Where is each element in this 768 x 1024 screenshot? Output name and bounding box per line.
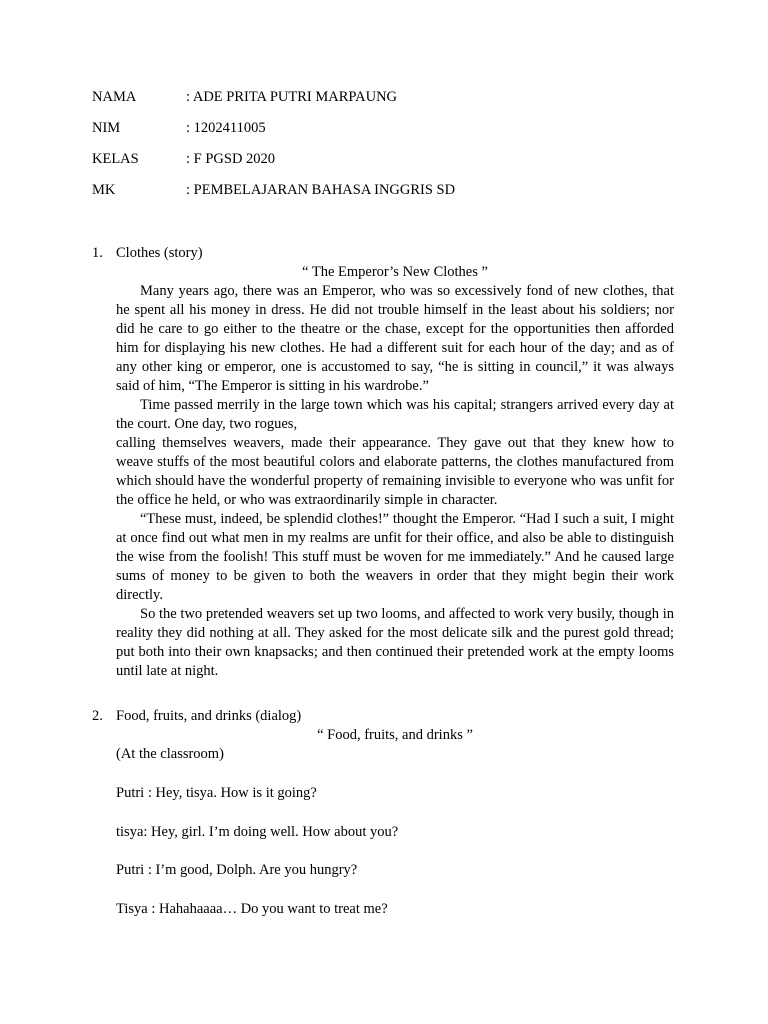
story-paragraph: “These must, indeed, be splendid clothes!” thought the Emperor. “Had I such a suit, I might at once find out what men in my realms are unfit for their office, and also be able to distinguish the wise from the foolish! This stuff must be woven for me immediately.” And he caused large sums of money to be given to both the weavers in order that they might begin their work directly. [116, 511, 674, 603]
section-number: 1. [92, 245, 103, 261]
header-row-mk [92, 181, 455, 199]
dialog-title: “ Food, fruits, and drinks ” [317, 727, 473, 743]
header-label: NIM [92, 120, 121, 136]
section-2-heading [92, 707, 301, 726]
header-value: : F PGSD 2020 [186, 151, 276, 167]
header-row-nama [92, 88, 397, 106]
dialog-line: tisya: Hey, girl. I’m doing well. How about you? [116, 824, 399, 840]
dialog-line: Putri : I’m good, Dolph. Are you hungry? [116, 862, 358, 878]
story-body [116, 282, 674, 681]
story-paragraph: calling themselves weavers, made their appearance. They gave out that they knew how to weave stuffs of the most beautiful colors and elaborate patterns, the clothes manufactured from which should have the wonderful property of remaining invisible to everyone who was unfit for the office he held, or who was extraordinarily simple in character. [116, 435, 674, 508]
dialog-line: Tisya : Hahahaaaa… Do you want to treat me? [116, 901, 388, 917]
header-value: : PEMBELAJARAN BAHASA INGGRIS SD [186, 182, 456, 198]
header-row-nim [92, 119, 266, 137]
section-number: 2. [92, 708, 103, 724]
story-paragraph: So the two pretended weavers set up two looms, and affected to work very busily, though in reality they did nothing at all. They asked for the most delicate silk and the purest gold thread; put both into their own knapsacks; and then continued their pretended work at the empty looms until late at night. [116, 606, 674, 679]
header-label: NAMA [92, 89, 137, 105]
header-value: : ADE PRITA PUTRI MARPAUNG [186, 89, 398, 105]
story-paragraph: Many years ago, there was an Emperor, who was so excessively fond of new clothes, that he spent all his money in dress. He did not trouble himself in the least about his soldiers; nor did he care to go either to the theatre or the chase, except for the opportunities then afforded him for displaying his new clothes. He had a different suit for each hour of the day; and as of any other king or emperor, one is accustomed to say, “he is sitting in council,” it was always said of him, “The Emperor is sitting in his wardrobe.” [116, 283, 674, 394]
section-title: Clothes (story) [116, 245, 203, 261]
dialog-line: Putri : Hey, tisya. How is it going? [116, 785, 317, 801]
section-1-heading [92, 244, 203, 263]
header-value: : 1202411005 [186, 120, 266, 136]
header-row-kelas [92, 150, 275, 168]
story-title: “ The Emperor’s New Clothes ” [302, 264, 488, 280]
dialog-setting: (At the classroom) [116, 746, 224, 762]
section-title: Food, fruits, and drinks (dialog) [116, 708, 302, 724]
header-label: MK [92, 182, 116, 198]
header-label: KELAS [92, 151, 139, 167]
story-paragraph: Time passed merrily in the large town which was his capital; strangers arrived every day at the court. One day, two rogues, [116, 397, 674, 432]
